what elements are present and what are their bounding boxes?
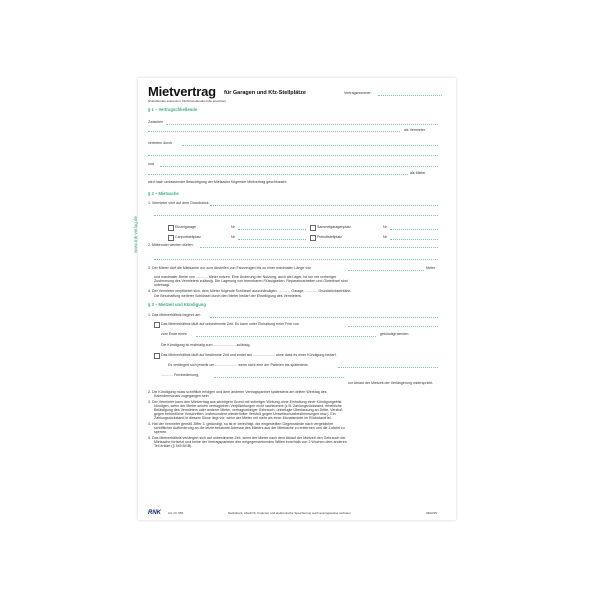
fixed-term-checkbox[interactable] (154, 353, 160, 359)
property-line-2[interactable] (154, 215, 438, 216)
s2-item-3-line-2: und maximaler Breite von ............ Meter nutzen. Eine Änderung der Nutzung, auch als Lager, ist nur mit vorheriger (154, 275, 337, 279)
outdoor-no-line[interactable] (390, 239, 438, 240)
section-1-closing: wird nach umfassender Besichtigung der Mietsache folgender Mietvertrag geschlossen: (148, 180, 288, 184)
objection-text: vor Ablauf der Mietzeit der Verlängerung widerspricht. (348, 381, 434, 385)
s3-item-3-line-3: Belästigung des Vermieters oder anderer Mieter, vertragswidriger Gebrauch, unbefugte Überlassung an Dritte, Verstoß (154, 408, 343, 412)
copyright-notice: Nachdruck, Abschrift, Kopieren und elektronische Speicherung auch auszugsweise verboten. (228, 511, 352, 515)
representative-line[interactable] (182, 145, 438, 146)
fixed-term-text: Das Mietverhältnis läuft auf bestimmte Zeit und endet am ...................... ohne dass es einer Kündigung bedarf. (161, 353, 337, 357)
single-garage-label: Einzelgarage (175, 225, 196, 229)
section-1-heading: § 1 – Vertragschließende (148, 107, 198, 112)
s3-item-5-line-2: Mietsache fortsetzt und keine der Vertragsparteien den entgegenstehenden Willen innerhalb von 2 Wochen dem anderen (154, 440, 347, 444)
meter-label: Meter (426, 266, 436, 270)
s2-item-3-line-3: Zustimmung des Vermieters zulässig. Die Lagerung von brennbaren Flüssigkeiten, Reparaturarbeiten und Ölwechsel sind (154, 279, 348, 283)
remote-control-text: ............ Fernbedienung, (161, 373, 200, 377)
collective-garage-checkbox[interactable] (310, 225, 316, 231)
s3-item-2-line-1: 2. Die Kündigung muss schriftlich erfolgen und dem anderen Vertragspartner spätestens am dritten Werktag des (148, 390, 327, 394)
s3-item-3-line-5: Zahlungsrückstand in diesem Sinne liegt vor, wenn der Mieter mit mehr als einer Monatsmiete im Rückstand ist. (154, 416, 332, 420)
single-garage-no-line[interactable] (238, 229, 306, 230)
notice-unit-line[interactable] (196, 336, 376, 337)
contract-page (133, 78, 456, 520)
s3-item-3-line-1: 3. Der Vermieter kann den Mietvertrag aus wichtigem Grund mit sofortiger Wirkung ohne Einhaltung einer Kündigungsfrist (148, 400, 342, 404)
extension-deadline-line[interactable] (338, 367, 438, 368)
tenant-label: als Mieter (410, 171, 426, 175)
representative-line-2[interactable] (148, 155, 438, 156)
first-termination-text: Die Kündigung ist erstmalig zum ...................... zulässig. (161, 343, 251, 347)
instructions-note: (Zutreffendes ankreuzen, Nichtzutreffendes bitte streichen) (148, 99, 227, 103)
outdoor-no-label: Nr. (383, 235, 388, 239)
terminated-label: gekündigt werden. (380, 332, 410, 336)
max-length-line[interactable] (348, 270, 424, 271)
outdoor-label: Freiluftstellplatz (317, 235, 342, 239)
s2-item-1: 1. Vermieter vinrt auf dem Grundstück (148, 201, 209, 205)
carport-checkbox[interactable] (168, 235, 174, 241)
article-number: Art.-Nr. 553 (168, 511, 184, 515)
between-label: Zwischen (148, 120, 164, 124)
carport-no-line[interactable] (238, 239, 306, 240)
collective-garage-label: Sammelgaragenplatz (317, 225, 351, 229)
landlord-name-line[interactable] (166, 124, 438, 125)
property-line[interactable] (210, 205, 438, 206)
start-date-line[interactable] (210, 317, 438, 318)
s3-item-4-line-1: 4. Hat der Vermieter gemäß Ziffer 3. gekündigt, so ist er berechtigt, die eingestellten Gegenstände nach vergeblicher (148, 422, 334, 426)
tenant-address-line[interactable] (148, 174, 408, 175)
represented-label: vertreten durch (148, 141, 173, 145)
contract-number-label: Vertragsnummer: (344, 91, 372, 95)
form-code: 0302/15 (426, 511, 437, 515)
single-garage-checkbox[interactable] (168, 225, 174, 231)
remote-control-line[interactable] (214, 377, 344, 378)
s2-item-4-line-1: 4. Der Vermieter verpflichtet sich, dem Mieter folgende Schlüssel auszuhändigen: ............ Garage, ............ Grundstückseinfahrt. (148, 289, 352, 293)
section-2-heading: § 2 – Mietsache (148, 191, 179, 196)
s3-item-3-line-2: kündigen, wenn der Mieter seinen vertraglichen Verpflichtungen nicht nachkommt (z.B. Zahlungsrückstand, erhebliche (154, 404, 342, 408)
brand-logo: RNK (148, 510, 161, 516)
indefinite-term-text: Das Mietverhältnis läuft auf unbestimmte Zeit. Es kann unter Einhaltung einer Frist von (161, 322, 299, 326)
shared-use-line[interactable] (200, 247, 438, 248)
page-subtitle: für Garagen und Kfz-Stellplätze (224, 90, 306, 96)
end-of-label: zum Ende eines (161, 332, 187, 336)
s2-item-2: 2. Mitbenutzt werden dürfen: (148, 243, 194, 247)
side-url: www.rnk-verlag.de (133, 215, 138, 253)
page-title: Mietvertrag (148, 84, 216, 99)
outdoor-checkbox[interactable] (310, 235, 316, 241)
shared-use-line-2[interactable] (154, 259, 438, 260)
s3-item-3-line-4: gegen behördliche Vorschriften, insbesondere wiederholter Verstoß gegen Umweltschutzbestimmungen usw.). Ein (154, 412, 336, 416)
s3-item-1: 1. Das Mietverhältnis beginnt am (148, 313, 201, 317)
landlord-address-line[interactable] (148, 131, 400, 132)
notice-period-line[interactable] (348, 326, 438, 327)
collective-garage-no-line[interactable] (390, 229, 438, 230)
indefinite-term-checkbox[interactable] (154, 322, 160, 328)
contract-number-line[interactable] (378, 95, 442, 96)
landlord-label: als Vermieter (404, 128, 425, 132)
s3-item-2-line-2: Kalendermonats zugegangen sein. (154, 394, 210, 398)
s2-item-4-line-2: Die Beschaffung weiterer Schlüssel durch den Mieter bedarf der Einwilligung des Vermieters. (154, 294, 302, 298)
s3-item-4-line-3: sperren. (154, 430, 168, 434)
s2-item-3-line-4: untersagt. (154, 283, 170, 287)
collective-garage-no-label: Nr. (383, 225, 388, 229)
tenant-name-line[interactable] (160, 166, 438, 167)
section-3-heading: § 3 – Mietzeit und Kündigung (148, 302, 206, 307)
single-garage-no-label: Nr. (231, 225, 236, 229)
carport-no-label: Nr. (231, 235, 236, 239)
extension-text: Es verlängert sich jeweils um ...................... wenn nicht eine der Parteien bis spätestens (168, 363, 308, 367)
s3-item-5-line-3: Teil erklärt (§ 545 BGB). (154, 444, 193, 448)
s3-item-4-line-2: schriftlicher Aufforderung an die letzte bekannte Adresse des Mieters aus der Mietsache zu entfernen und die Zufahrt zu (154, 426, 345, 430)
s2-item-3-line-1: 3. Der Mieter darf die Mietsache nur zum Abstellen von Fahrzeugen bis zu einer maximalen Länge von (148, 266, 312, 270)
carport-label: Carportstellplatz (175, 235, 201, 239)
and-label: und (148, 162, 154, 166)
s3-item-5-line-1: 5. Das Mietverhältnis verlängert sich auf unbestimmte Zeit, wenn der Mieter nach dem Ablauf der Mietzeit den Gebrauch der (148, 436, 346, 440)
